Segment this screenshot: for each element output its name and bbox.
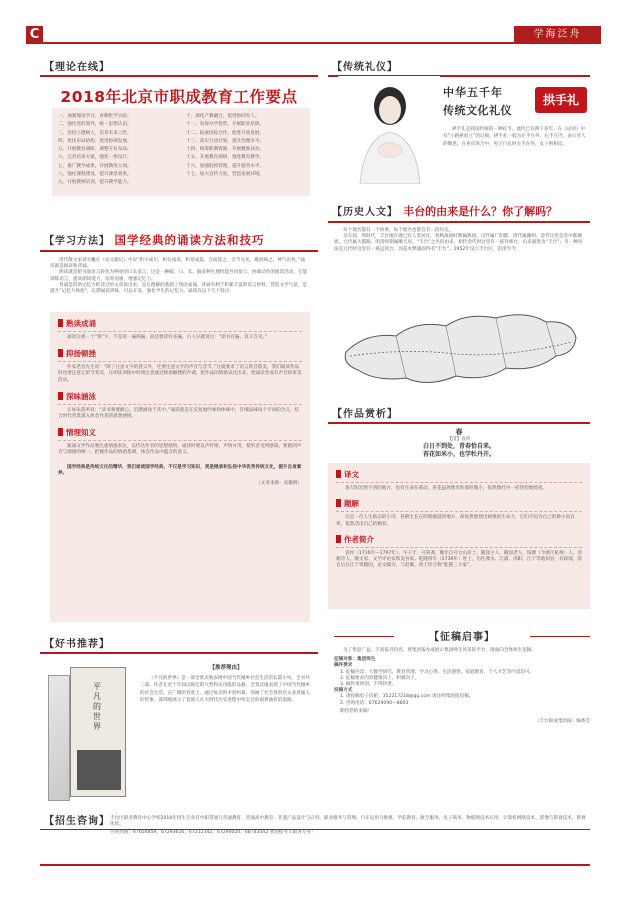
theory-list-box xyxy=(52,108,310,196)
tip-label: 抑扬顿挫 xyxy=(58,348,302,359)
tip-label: 深味涵泳 xyxy=(58,391,302,402)
method-source: （文章来源：安徽网） xyxy=(256,481,302,487)
history-paragraph: 每个地名都有一个故事，每个地名也都会有一段历史。 xyxy=(343,228,454,233)
book-front xyxy=(70,667,126,797)
method-intro-paragraph: 清代散文家刘大櫆在《论文偶记》中说“积字成句，积句成章，积章成篇，合而读之，音节见矣，歌而咏之，神气出矣。”诵读就是朗读和背诵。 xyxy=(50,258,305,270)
method-tag: 【学习方法】 xyxy=(44,236,110,247)
theory-tag: 【理论在线】 xyxy=(44,62,110,73)
theory-right-item: 十六、加强院校管理，提升服务水平。 xyxy=(186,163,265,169)
theory-right-item: 十、深化产教融合，促进协同育人。 xyxy=(186,114,260,119)
poem-tag: 【作品赏析】 xyxy=(332,409,398,420)
theory-right-item: 十一、发挥办学优势，开展职业培训。 xyxy=(186,122,265,128)
notice-footer: 期待您的来稿！ xyxy=(340,708,373,714)
analysis-text: 这是一首人生励志的小诗。苔藓生长在阴暗潮湿的地方，却依然展现出顽强的生命力，它们不因为自己的渺小而自卑，依然活出自己的精彩。 xyxy=(336,515,575,527)
etiquette-photo xyxy=(338,76,440,184)
etiquette-headline xyxy=(443,84,533,118)
notice-item: 2. 征稿要求内容健康向上，积极向上。 xyxy=(340,675,420,681)
notice-header xyxy=(334,628,590,644)
theory-left-item: 七、推广教学成果，开展教改立项。 xyxy=(58,163,132,169)
poem-author: 【清】袁枚 xyxy=(447,437,471,442)
theory-title: 2018年北京市职成教育工作要点 xyxy=(60,88,298,106)
map-illustration xyxy=(336,292,584,396)
page-header xyxy=(0,0,627,48)
poem-line: 苔花如米小，也学牡丹开。 xyxy=(422,451,495,459)
book-reason-label: 【推荐理由】 xyxy=(209,665,243,671)
method-tip xyxy=(58,348,302,384)
poem-section xyxy=(328,405,590,615)
theory-left-list xyxy=(58,113,182,188)
notice-body xyxy=(334,648,590,725)
poem-analysis-item xyxy=(336,534,582,570)
poem-analysis-item xyxy=(336,498,582,527)
book-review xyxy=(140,663,312,705)
method-intro-paragraph: 朗读就是把书面语言转化为响亮的口头语言，这是一种眼、口、耳、脑多种生理机能共同参与、协调动作的阅读活动。它能训练语言，提高朗读能力，培养语感，增强记忆力。 xyxy=(50,270,308,282)
poem-title: 春 xyxy=(455,428,463,436)
etiquette-text: 拱手礼是我国传统的一种礼节，流传已有两千多年，在《论语》中有“子路拱而立”的记载。拱手礼一般为左手在外，右手在内，表示对人的敬意。在喜庆场合中，男子行礼时左手在外，女子则相反。 xyxy=(443,127,586,147)
author-photo xyxy=(77,750,121,790)
tip-text: 跟诵文学作品要注重情感表达，以传达作者的思想感情，诵读时要以声传情，声情并茂，使听者受到感染。要做到声音与情感的统一，把握作品的情感基调，体会作品中蕴含的意义。 xyxy=(58,444,302,456)
theory-left-item: 二、强化党的领导，统一思想认识。 xyxy=(58,122,132,128)
theory-left-item: 一、加强理论学习，喜聊化学实验。 xyxy=(58,114,132,119)
notice-section xyxy=(334,628,590,803)
tip-text: 诵读注重一个“熟”字，不是读一遍两遍，而是要读好多遍。古人早就说过：“读书百遍，其义自见。” xyxy=(67,335,268,340)
poem-analysis-box xyxy=(328,463,590,609)
tip-text: 作家老舍先生说：“除了注意文字的意义外，还要注意文字的声音与音节。”这就要求了语言的音韵美。我们诵读作品时也要注意它的节奏美，在朗读训练中时刻注意通过抑扬顿挫的声调，把作品的情感表达出来，把诵读变成有声音的审美活动。 xyxy=(58,365,302,383)
history-section xyxy=(328,200,590,400)
method-intro-paragraph: 背诵是借助记忆力把读过的文章说出来，是在理解的基础上熟读成诵，背诵有利于积累丰富的语言材料，营造文学气氛，是提升“记忆力体验”，长期诵读训练，可以开发、强化学生的记忆力。诵读有以下几个特点： xyxy=(50,282,308,295)
etiquette-headline-2: 传统文化礼仪 xyxy=(443,104,512,117)
method-tip xyxy=(58,427,302,456)
theory-right-list xyxy=(186,113,310,179)
theory-right-item: 十四、统筹职教资源，开展精准扶贫。 xyxy=(186,147,265,153)
notice-item: 征稿对象：集团师生 xyxy=(334,657,376,663)
theory-left-item: 九、开展教师培训，提升教学能力。 xyxy=(58,180,132,186)
analysis-divider xyxy=(336,482,582,483)
analysis-label: 译文 xyxy=(336,469,582,480)
notice-item: 2. 咨询电话：67629090—8803 xyxy=(340,700,409,706)
notice-rule-right xyxy=(530,636,590,637)
book-cover-image xyxy=(46,661,130,803)
analysis-divider xyxy=(336,511,582,512)
theory-section xyxy=(40,58,318,206)
theory-right-item: 十七、加大宣传力度，营造发展环境。 xyxy=(186,172,265,178)
theory-right-item: 十三、落实行动计划，提升治理水平。 xyxy=(186,138,265,144)
tip-divider xyxy=(58,440,302,441)
poem-rule xyxy=(328,422,590,424)
book-title-vertical: 平凡的世界 xyxy=(93,682,101,731)
notice-item: 投稿方式 xyxy=(334,688,353,694)
analysis-divider xyxy=(336,547,582,548)
theory-left-item: 五、开展教育调研，调整专业布局。 xyxy=(58,147,132,153)
history-tag-line xyxy=(332,200,590,219)
notice-item: 1. 征稿内容：大数学研究、教育管理、学习心得、生活感悟、家庭教育、个人才艺等内容均可。 xyxy=(340,669,535,675)
analysis-text: 袁枚（1716年—1797年），字子才，号简斋，晚年自号仓山居士、随园主人、随园老人，钱塘（今浙江杭州）人，清朝诗人、散文家、文学评论家和美食家。乾隆四年（1739年）进士，历任溧水、江浦、沭阳、江宁等地知县，有政绩，辞官后在江宁筑随园，论文赋诗，与赵翼、蒋士铨合称“乾隆三大家”。 xyxy=(336,550,582,569)
notice-rule-left xyxy=(334,636,394,637)
history-tag: 【历史人文】 xyxy=(332,207,398,218)
admission-section xyxy=(40,812,590,868)
books-rule xyxy=(40,652,318,654)
history-paragraph: 早在商、周时代，丰台地区就已有人类居住，春秋战国时期属燕国，汉代属广阳郡，唐代属幽州。金代这里是金中都城郊，元代属大都路，明清时期属顺天府。“丰台”之名的由来，相传金代时这里有一座拜郊台，后来演变为“丰台”；另一种说法是元代时这里有一座远风台，因花木繁盛而得名“丰台”。1952年设立丰台区，沿用至今。 xyxy=(334,234,583,252)
tip-divider xyxy=(58,404,302,405)
admission-line: 丰台区职业教育中心学校2018年招生专业有中职贯通与普通教育、普通高中教育、非遗产品设计与应用、职业服务与管理、汽车运用与维修、学前教育、航空服务、电子商务、物联网技术应用、计算机网络技术、影像与影视技术、影视化妆。 xyxy=(110,816,586,828)
tip-label: 情理知义 xyxy=(58,427,302,438)
etiquette-badge xyxy=(535,87,587,113)
banner-text: 学海泛舟 xyxy=(533,29,582,40)
analysis-text: 春天阳光照不到的地方，也有生命在萌动，苔花虽然像米粒那样微小，依然像牡丹一样热烈地绽放。 xyxy=(345,486,548,492)
notice-intro: 为了集思广益，丰富报刊内容，将集团报办成展示集团师生风采的平台，现面向全体师生征稿。 xyxy=(343,648,536,653)
tip-divider xyxy=(58,361,302,362)
theory-left-item: 四、优化布局结构，促进协调发展。 xyxy=(58,138,132,144)
method-closing: 国学经典是传统文化的精华，我们诵读国学经典，不仅是学习知识，更是继承和弘扬中华优秀传统文化，提升自身素养。 xyxy=(58,464,302,476)
etiquette-section xyxy=(328,58,590,188)
analysis-label: 作者简介 xyxy=(336,534,582,545)
theory-left-item: 六、完善培养方案，强化一体设计。 xyxy=(58,155,132,161)
method-tip xyxy=(58,391,302,420)
book-review-text: 《平凡的世界》是一部全景式地表现中国当代城乡社会生活的长篇小说，全书共三部。作者在近十年间以恢宏的气势和史诗般的品格，全景式地表现了中国当代城乡的社会生活。在广阔的背景上，通过复杂的矛盾纠葛，刻画了社会各阶层众多普通人的形象，深刻地展示了普通人在大时代历史进程中所走过的艰难曲折的道路。 xyxy=(140,676,310,704)
etiquette-tag: 【传统礼仪】 xyxy=(332,62,398,73)
poem-analysis-item xyxy=(336,469,582,492)
method-tag-line xyxy=(44,232,318,248)
theory-rule xyxy=(40,75,318,77)
books-section xyxy=(40,635,318,810)
book-spine xyxy=(48,675,70,801)
tip-label: 熟读成诵 xyxy=(58,318,302,329)
etiquette-badge-text: 拱手礼 xyxy=(542,93,579,107)
page-letter: C xyxy=(29,27,40,42)
footer-rule xyxy=(40,864,590,866)
admission-tag: 【招生咨询】 xyxy=(44,816,110,827)
notice-item: 稿件要求 xyxy=(334,663,353,669)
admission-line: 咨询热线：67654859、67293616、67212342、67290020、68743542 欢迎报考丰职各专业！ xyxy=(110,830,316,836)
district-map-image xyxy=(336,292,584,396)
admission-body xyxy=(110,816,586,837)
person-bowing-illustration xyxy=(338,76,440,184)
method-title: 国学经典的诵读方法和技巧 xyxy=(114,233,265,247)
notice-item: 1. 请投稿电子信箱：352217218@qq.com 请注明集团报投稿。 xyxy=(340,694,474,700)
theory-right-item: 十二、拓展国际合作，促进开放发展。 xyxy=(186,130,265,136)
method-tip xyxy=(58,318,302,341)
tip-text: 正如朱熹所说：“读书须要耐心，沉潜涵泳于其中。”诵读就是在反复地吟咏和体味中，仔细品味每个字词的含义，结合时代背景深入体会作者的思想感情。 xyxy=(58,407,300,420)
notice-signature: （丰台职成集团报）编委会 xyxy=(534,719,590,725)
notice-item: 3. 稿件须原创，不得抄袭。 xyxy=(340,682,397,688)
theory-left-item: 三、坚持立德树人，培育未来工匠。 xyxy=(58,130,132,136)
analysis-label: 题解 xyxy=(336,498,582,509)
method-tips-box xyxy=(50,312,310,622)
notice-tag: 【征稿启事】 xyxy=(429,632,495,643)
method-section xyxy=(40,232,318,622)
history-title: 丰台的由来是什么？你了解吗？ xyxy=(403,205,558,218)
header-banner xyxy=(514,26,601,44)
tip-divider xyxy=(58,331,302,332)
poem-line: 白日不到处，青春恰自来。 xyxy=(422,443,495,451)
theory-left-item: 八、强化课程建设，提升课堂效果。 xyxy=(58,172,132,178)
theory-right-item: 十五、开展教育调研，推进教育教学。 xyxy=(186,155,265,161)
books-tag: 【好书推荐】 xyxy=(44,639,110,650)
etiquette-headline-1: 中华五千年 xyxy=(443,86,503,99)
